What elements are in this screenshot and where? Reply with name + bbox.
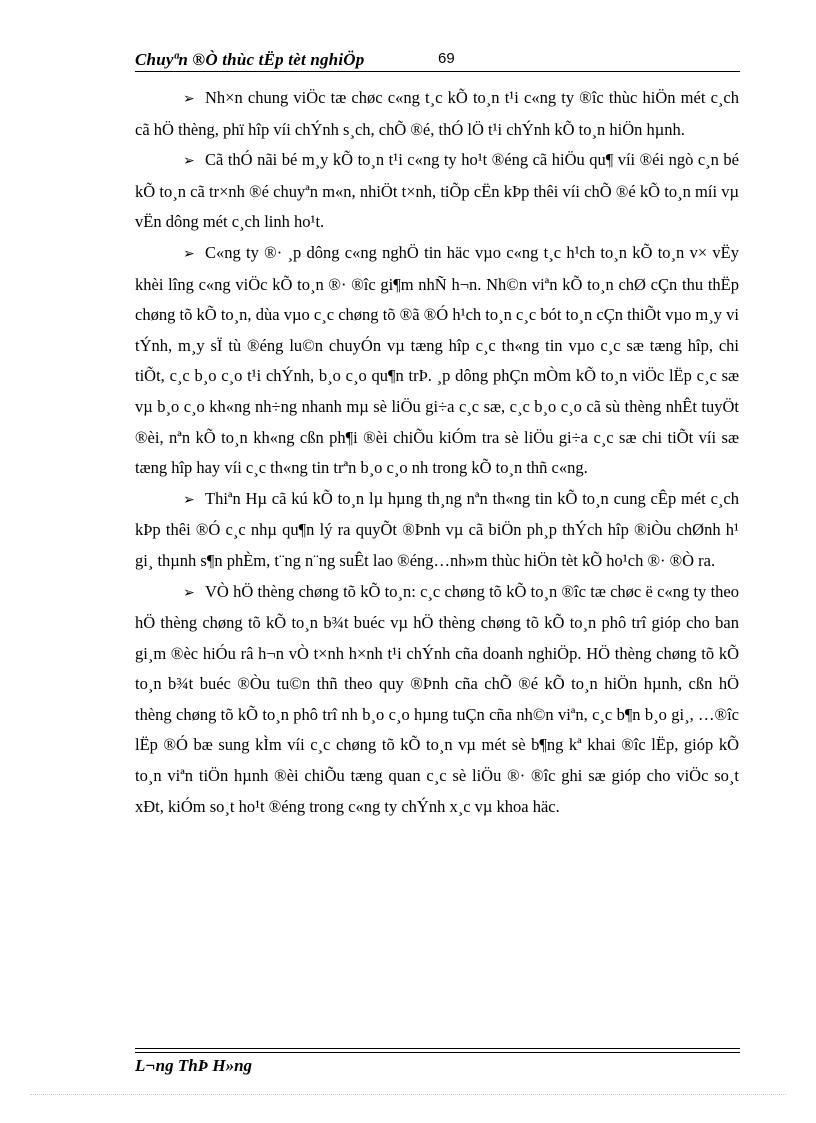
header-rule: [135, 71, 740, 72]
arrow-bullet-icon: ➢: [183, 153, 195, 170]
page-header: [135, 48, 740, 72]
footer-rule-top: [135, 1048, 740, 1049]
paragraph-text: C«ng ty ®· ¸p dông c«ng nghÖ tin häc vµo c«ng t¸c h¹ch to¸n kÕ to¸n v× vËy khèi lîng c«ng viÖc kÕ to¸n ®· ®îc gi¶m nhÑ h¬n. Nh©n viªn kÕ to¸n chØ cÇn thu thËp chøng tõ kÕ to¸n, dùa vµo c¸c chøng tõ ®ã ®Ó h¹ch to¸n c¸c bót to¸n cÇn thiÕt vµo m¸y vi tÝnh, m¸y sÏ tù ®éng lu©n chuyÓn vµ tæng hîp c¸c th«ng tin vµo c¸c sæ tæng hîp, chi tiÕt, c¸c b¸o c¸o t¹i chÝnh, b¸o c¸o qu¶n trÞ. ¸p dông phÇn mÒm kÕ to¸n viÖc lËp c¸c sæ vµ b¸o c¸o kh«ng nh÷ng nhanh mµ sè liÖu gi÷a c¸c sæ, c¸c b¸o c¸o cã sù thèng nhÊt tuyÖt ®èi, nªn kÕ to¸n kh«ng cßn ph¶i ®èi chiÕu kiÓm tra sè liÖu gi÷a c¸c sæ chi tiÕt víi sæ tæng hîp hay víi c¸c th«ng tin trªn b¸o c¸o nh trong kÕ to¸n thñ c«ng.: [135, 242, 739, 478]
footer-author: L¬ng ThÞ H»ng: [135, 1056, 253, 1075]
paragraph-2: [135, 145, 739, 238]
paragraph-text: Nh×n chung viÖc tæ chøc c«ng t¸c kÕ to¸n t¹i c«ng ty ®îc thùc hiÖn mét c¸ch cã hÖ thèng, phï hîp víi chÝnh s¸ch, chÕ ®é, thÓ lÖ t¹i chÝnh kÕ to¸n hiÖn hµnh.: [135, 88, 739, 139]
paragraph-text: Thiªn Hµ cã kú kÕ to¸n lµ hµng th¸ng nªn th«ng tin kÕ to¸n cung cÊp mét c¸ch kÞp thêi ®Ó c¸c nhµ qu¶n lý ra quyÕt ®Þnh vµ cã biÖn ph¸p thÝch hîp ®iÒu chØnh h¹ gi¸ thµnh s¶n phÈm, t¨ng n¨ng suÊt lao ®éng…nh»m thùc hiÖn tèt kÕ ho¹ch ®· ®Ò ra.: [135, 488, 739, 570]
page-bottom-dotted-line: [30, 1094, 786, 1095]
paragraph-4: [135, 484, 739, 577]
page-number: 69: [438, 50, 455, 67]
arrow-bullet-icon: ➢: [183, 245, 195, 262]
paragraph-text: Cã thÓ nãi bé m¸y kÕ to¸n t¹i c«ng ty ho¹t ®éng cã hiÖu qu¶ víi ®éi ngò c¸n bé kÕ to¸n cã tr×nh ®é chuyªn m«n, nhiÖt t×nh, tiÕp cËn kÞp thêi víi chÕ ®é kÕ to¸n míi vµ vËn dông mét c¸ch linh ho¹t.: [135, 150, 739, 232]
document-body: [135, 83, 739, 822]
arrow-bullet-icon: ➢: [183, 584, 195, 601]
paragraph-3: [135, 238, 739, 484]
arrow-bullet-icon: ➢: [183, 491, 195, 508]
paragraph-5: [135, 577, 739, 823]
header-title: Chuyªn ®Ò thùc tËp tèt nghiÖp: [135, 50, 365, 69]
footer-rule-bottom: [135, 1052, 740, 1053]
paragraph-text: VÒ hÖ thèng chøng tõ kÕ to¸n: c¸c chøng tõ kÕ to¸n ®îc tæ chøc ë c«ng ty theo hÖ thèng chøng tõ kÕ to¸n b¾t buéc vµ hÖ thèng chøng tõ kÕ to¸n phô trî gióp cho ban gi¸m ®èc hiÓu râ h¬n vÒ t×nh h×nh t¹i chÝnh cña doanh nghiÖp. HÖ thèng chøng tõ kÕ to¸n b¾t buéc ®Òu tu©n thñ theo quy ®Þnh cña chÕ ®é kÕ to¸n hiÖn hµnh, cßn hÖ thèng chøng tõ kÕ to¸n phô trî nh b¸o c¸o hµng tuÇn cña nh©n viªn, c¸c b¶n b¸o gi¸, …®îc lËp ®Ó bæ sung kÌm víi c¸c chøng tõ kÕ to¸n vµ mét sè b¶ng kª khai ®îc lËp, gióp kÕ to¸n viªn tiÖn hµnh ®èi chiÕu tæng quan c¸c sè liÖu ®· ®îc ghi sæ gióp cho viÖc so¸t xÐt, kiÓm so¸t ho¹t ®éng trong c«ng ty chÝnh x¸c vµ khoa häc.: [135, 581, 739, 816]
paragraph-1: [135, 83, 739, 145]
arrow-bullet-icon: ➢: [183, 91, 195, 107]
